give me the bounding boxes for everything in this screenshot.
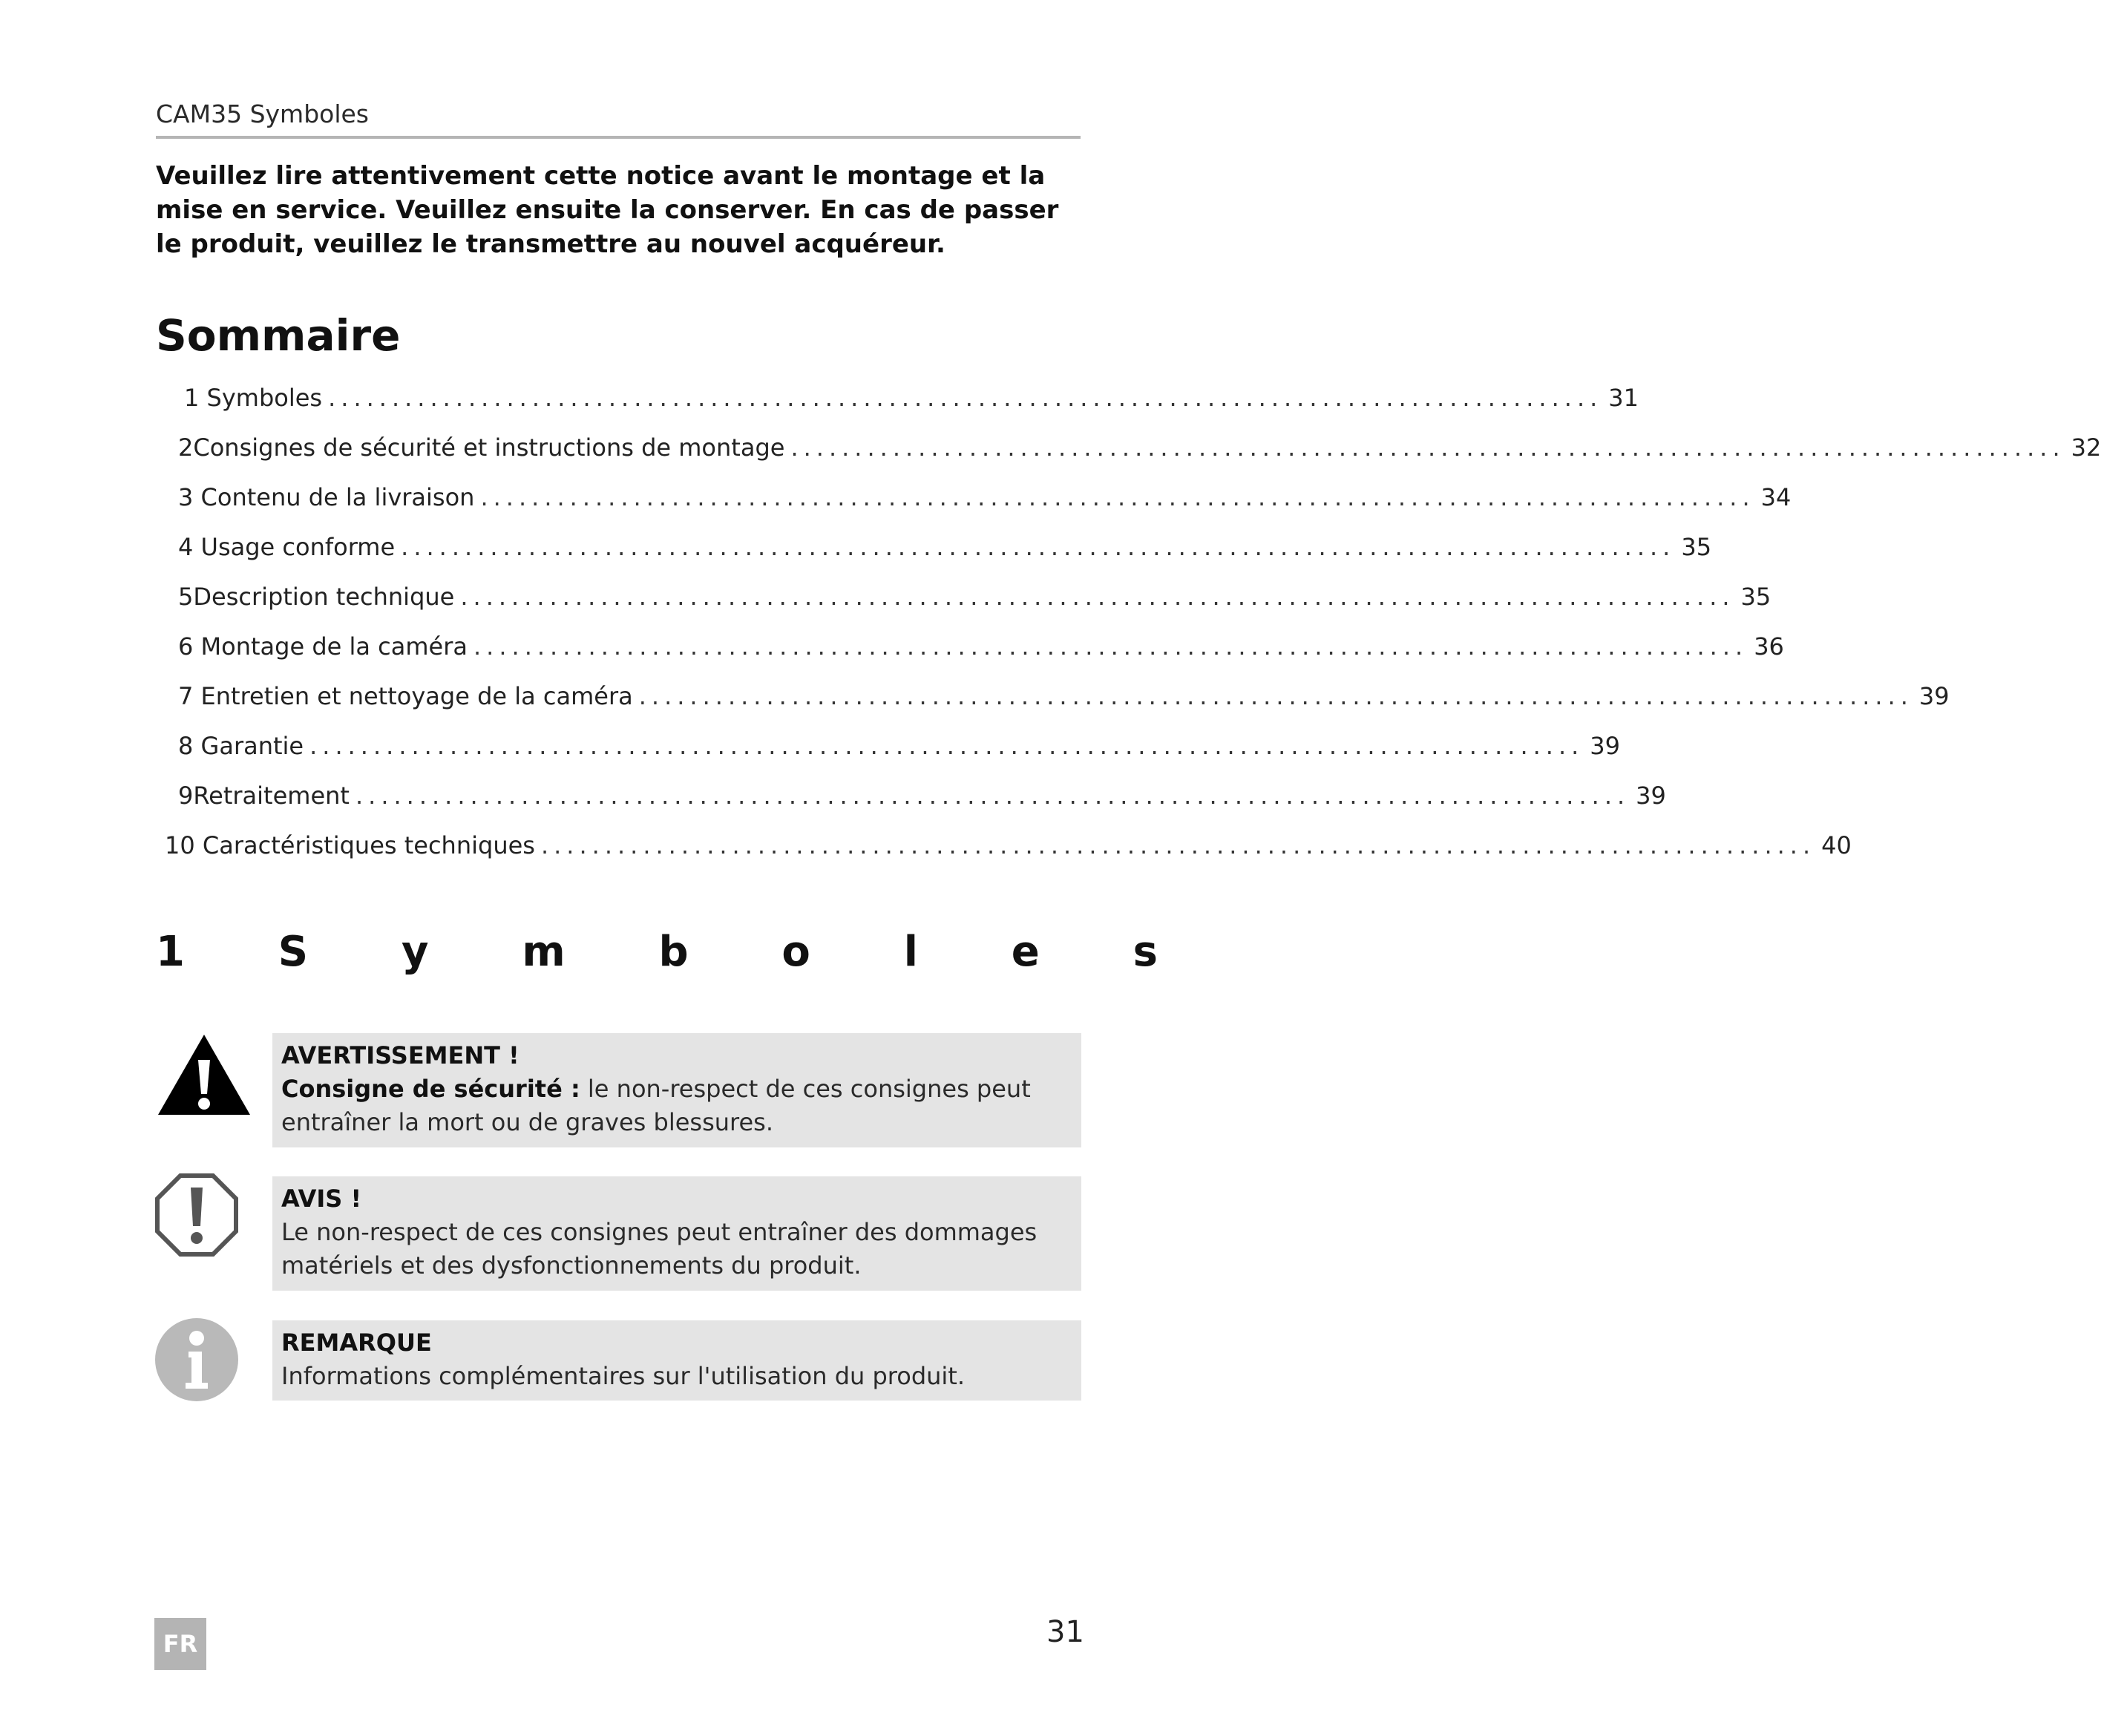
toc-label: Entretien et nettoyage de la caméra: [200, 682, 633, 710]
warning-lead: Consigne de sécurité :: [281, 1075, 580, 1103]
warning-box: [272, 1033, 1081, 1147]
toc-number: 8: [178, 732, 194, 760]
sommaire-title: Sommaire: [156, 310, 401, 361]
toc-row[interactable]: [178, 732, 1621, 764]
toc-row[interactable]: [178, 483, 1792, 516]
toc-row[interactable]: [178, 583, 1771, 615]
notice-text: Le non-respect de ces consignes peut entraîner des dommages matériels et des dysfonctionnements du produit.: [281, 1218, 1038, 1280]
toc-leader: ....................................................................................................: [309, 732, 1584, 760]
toc-row[interactable]: [178, 782, 1666, 814]
title-char: l: [903, 928, 918, 976]
toc-leader: ....................................................................................................: [460, 583, 1735, 611]
toc-label: Symboles: [206, 384, 323, 412]
page-number: 31: [1046, 1615, 1084, 1649]
section-title-symboles: [156, 928, 1158, 976]
warning-triangle-icon: [156, 1032, 252, 1118]
title-char: o: [781, 928, 810, 976]
toc-leader: ....................................................................................................: [328, 384, 1603, 412]
info-icon: [154, 1317, 239, 1402]
toc-label: Description technique: [193, 583, 455, 611]
toc-leader: ....................................................................................................: [473, 632, 1748, 661]
toc-number: 2: [178, 433, 194, 462]
toc-page: 39: [1636, 782, 1666, 810]
language-badge: FR: [154, 1618, 206, 1670]
title-char: e: [1011, 928, 1040, 976]
notice-box: [272, 1176, 1081, 1291]
intro-notice: Veuillez lire attentivement cette notice avant le montage et la mise en service. Veuillez ensuite la conserver. En cas de passer le produit, veuillez le transmettre au nouvel acquéreur.: [156, 161, 1059, 259]
toc-label: Retraitement: [193, 782, 350, 810]
toc-label: Consignes de sécurité et instructions de montage: [193, 433, 785, 462]
toc-row[interactable]: [178, 533, 1712, 566]
title-char: s: [1133, 928, 1158, 976]
title-char: m: [522, 928, 566, 976]
toc-page: 40: [1821, 831, 1852, 859]
notice-heading: AVIS !: [281, 1185, 362, 1213]
toc-leader: ....................................................................................................: [638, 682, 1913, 710]
toc-number: 6: [178, 632, 194, 661]
toc-label: Usage conforme: [200, 533, 396, 561]
toc-page: 39: [1918, 682, 1950, 710]
toc-number: 3: [178, 483, 194, 511]
toc-page: 36: [1754, 632, 1784, 661]
title-char: b: [658, 928, 689, 976]
toc-number: 4: [178, 533, 194, 561]
toc-row[interactable]: [178, 682, 1950, 715]
page-header: CAM35 Symboles: [156, 99, 1081, 139]
toc-row[interactable]: [165, 831, 1852, 864]
toc-number: 5: [178, 583, 194, 611]
toc-page: 34: [1760, 483, 1792, 511]
title-char: y: [401, 928, 429, 976]
toc-leader: ....................................................................................................: [540, 831, 1816, 859]
toc-row[interactable]: [184, 384, 1639, 416]
toc-number: 9: [178, 782, 194, 810]
toc-number: 7: [178, 682, 194, 710]
toc-leader: ....................................................................................................: [355, 782, 1630, 810]
toc-label: Contenu de la livraison: [200, 483, 475, 511]
toc-page: 35: [1681, 533, 1712, 561]
toc-page: 31: [1608, 384, 1639, 412]
toc-leader: ....................................................................................................: [401, 533, 1676, 561]
remark-heading: REMARQUE: [281, 1329, 432, 1357]
toc-label: Montage de la caméra: [200, 632, 468, 661]
remark-text: Informations complémentaires sur l'utilisation du produit.: [281, 1362, 966, 1390]
warning-heading: AVERTISSEMENT !: [281, 1041, 519, 1070]
toc-leader: ....................................................................................................: [790, 433, 2065, 462]
title-char: S: [278, 928, 309, 976]
toc-page: 32: [2071, 433, 2101, 462]
toc-row[interactable]: [178, 632, 1784, 665]
toc-page: 39: [1590, 732, 1621, 760]
toc-number: 1: [184, 384, 200, 412]
remark-box: [272, 1320, 1081, 1401]
notice-octagon-icon: [154, 1173, 239, 1257]
toc-label: Caractéristiques techniques: [202, 831, 535, 859]
toc-page: 35: [1740, 583, 1771, 611]
toc-number: 10: [165, 831, 195, 859]
toc-row[interactable]: [178, 433, 2101, 466]
title-char: 1: [156, 928, 185, 976]
toc-leader: ....................................................................................................: [480, 483, 1755, 511]
warning-text: le non-respect de ces consignes peut entraîner la mort ou de graves blessures.: [281, 1075, 1031, 1136]
toc-label: Garantie: [200, 732, 304, 760]
